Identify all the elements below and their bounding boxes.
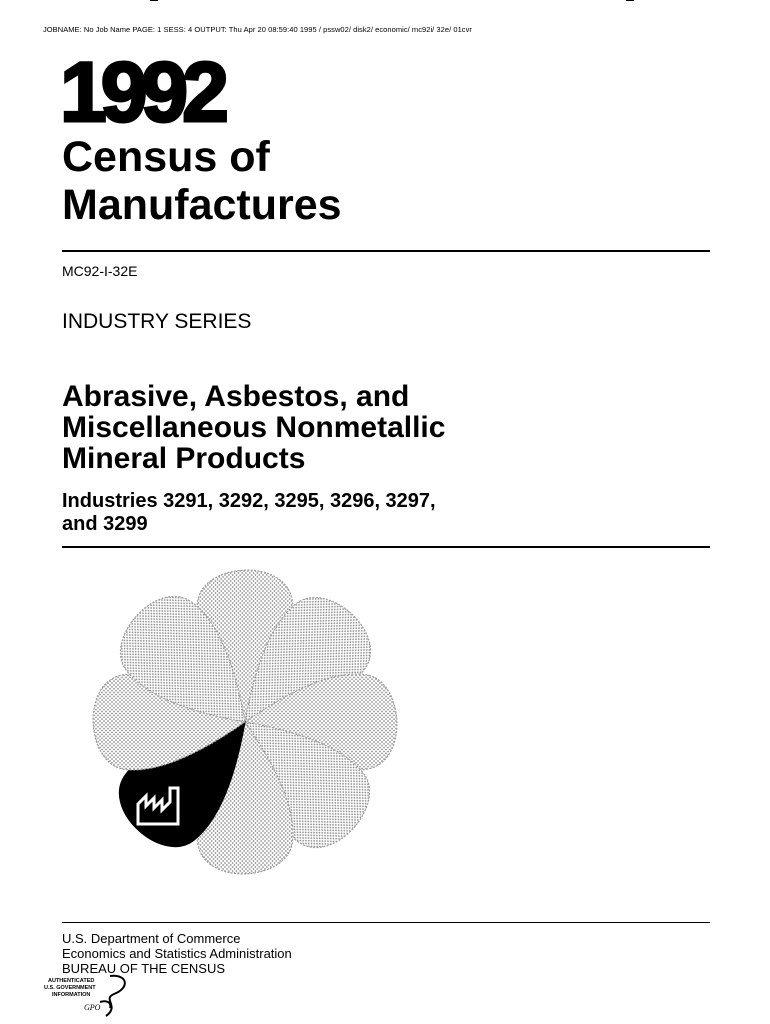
- bureau-name: BUREAU OF THE CENSUS: [62, 961, 226, 976]
- title-line-1: Census of: [62, 133, 270, 181]
- eagle-swoosh-icon: [100, 976, 125, 1016]
- administration-name: Economics and Statistics Administration: [62, 946, 292, 961]
- census-flower-logo-icon: [80, 562, 410, 902]
- seal-text-3: INFORMATION: [52, 992, 91, 998]
- seal-text-1: AUTHENTICATED: [48, 978, 95, 984]
- subject-line-1: Abrasive, Asbestos, and: [62, 380, 410, 413]
- divider-bottom: [62, 922, 710, 923]
- series-label: INDUSTRY SERIES: [62, 310, 252, 333]
- subject-line-3: Mineral Products: [62, 442, 306, 475]
- seal-text-4: GPO: [84, 1003, 101, 1012]
- crop-mark-left: [150, 0, 158, 1]
- logo-petals: [93, 570, 397, 874]
- seal-text-2: U.S. GOVERNMENT: [44, 985, 96, 991]
- divider-top: [62, 250, 710, 252]
- department-name: U.S. Department of Commerce: [62, 931, 241, 946]
- title-line-2: Manufactures: [62, 181, 342, 229]
- divider-middle: [62, 546, 710, 548]
- industries-line-2: and 3299: [62, 513, 148, 535]
- census-year: 1992: [60, 45, 223, 139]
- job-header-line: JOBNAME: No Job Name PAGE: 1 SESS: 4 OUTPUT: Thu Apr 20 08:59:40 1995 / pssw02/ disk2/ economic/ mc92i/ 32e/ 01cvr: [43, 25, 472, 34]
- subject-line-2: Miscellaneous Nonmetallic: [62, 411, 446, 444]
- report-code: MC92-I-32E: [62, 263, 138, 279]
- crop-mark-right: [626, 0, 634, 1]
- industries-line-1: Industries 3291, 3292, 3295, 3296, 3297,: [62, 490, 436, 512]
- gpo-authentication-seal: [40, 972, 136, 1018]
